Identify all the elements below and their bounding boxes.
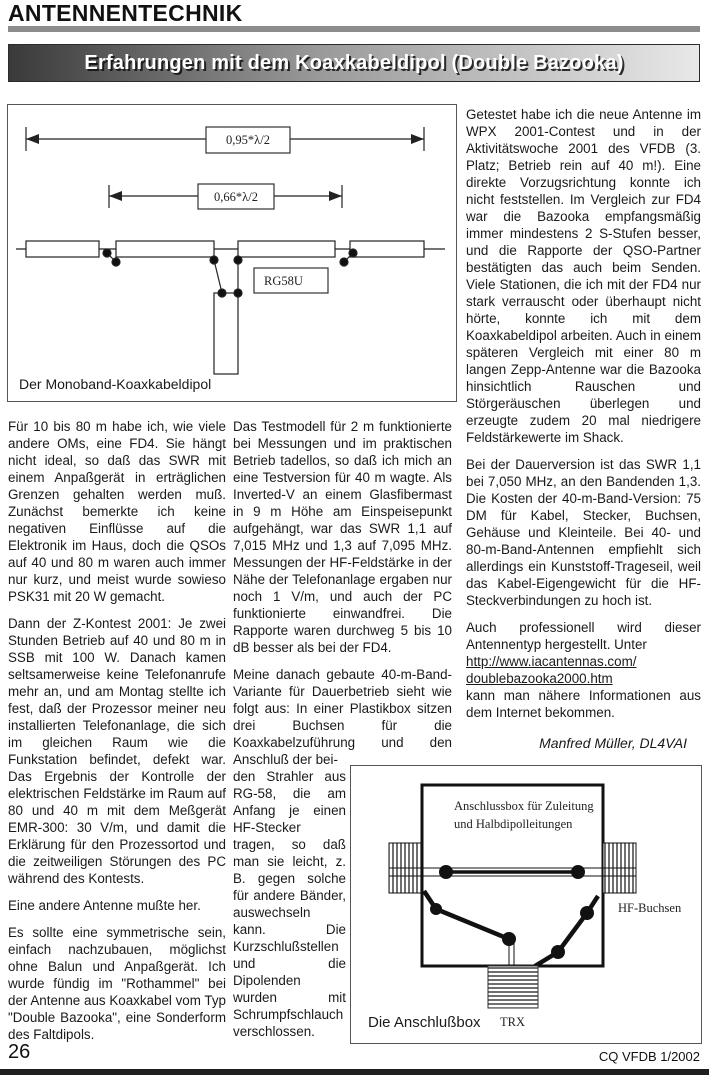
dipole-diagram-drawing xyxy=(8,105,456,401)
dipole-diagram-caption: Der Monoband-Koaxkabeldipol xyxy=(19,376,212,392)
short-circuit-joint xyxy=(103,249,111,257)
connection-box-caption: Die Anschlußbox xyxy=(368,1014,481,1031)
paragraph: Dann der Z-Kontest 2001: Je zwei Stunden Betrieb auf 40 und 80 m in SSB mit 100 W. Danach kamen seltsamerweise keine Telefonanrufe mehr an, und am Montag stellte ich fest, daß der Prozessor meiner neu installierten Telefonanlage, die sich im gleichen Raum wie die Funkstation befindet, defekt war. Das Ergebnis der Kontrolle der elektrischen Feldstärke im Raum auf 80 und 40 m mit dem Meßgerät EMR-300: 30 V/m, und damit die Erklärung für den Prozessortod und die zeitweiligen Störungen des PC während des Kontests. xyxy=(8,616,226,886)
article-title: Erfahrungen mit dem Koaxkabeldipol (Double Bazooka) xyxy=(84,51,624,74)
url-line-1[interactable]: http://www.iacantennas.com/ xyxy=(466,654,637,669)
box-label-line2: und Halbdipolleitungen xyxy=(454,817,573,831)
inner-dimension-label: 0,66*λ/2 xyxy=(214,190,258,204)
box-label-line1: Anschlussbox für Zuleitung xyxy=(454,799,594,813)
page-number: 26 xyxy=(8,1041,31,1063)
paragraph-wrapped-around-figure: den Strahler aus RG-58, die am Anfang je einen HF-Stecker tragen, so daß man sie leicht, z. B. gegen solche für andere Bänder, auswechseln kann. Die Kurzschlußstellen und die Dipolenden wurden mit Schrumpfschlauch verschlossen. xyxy=(233,769,346,1039)
text-column-3 xyxy=(466,106,701,752)
article-url xyxy=(466,653,701,687)
paragraph: Es sollte eine symmetrische sein, einfach nachzubauen, möglichst ohne Balun und Anpaßgerät. Ich wurde fündig im "Rothammel" bei der Antenne aus Koaxkabel vom Typ "Double Bazooka", eine Sonderform des Faltdipols. xyxy=(8,925,226,1042)
connection-box-drawing xyxy=(351,766,701,1043)
url-line-2[interactable]: doublebazooka2000.htm xyxy=(466,671,613,686)
dipole-diagram xyxy=(7,104,457,402)
inner-dimension-arrow xyxy=(109,184,342,209)
feed-joint xyxy=(234,256,242,264)
feed-joint xyxy=(218,289,226,297)
paragraph: kann man nähere Informationen aus dem Internet bekommen. xyxy=(466,688,701,720)
short-circuit-joint xyxy=(349,249,357,257)
outer-dimension-label: 0,95*λ/2 xyxy=(226,133,270,147)
bottom-rule xyxy=(0,1069,709,1075)
paragraph: Bei der Dauerversion ist das SWR 1,1 bei 7,050 MHz, an den Bandenden 1,3. Die Kosten der 40-m-Band-Version: 75 DM für Kabel, Stecker, Buchsen, Gehäuse und Kleinteile. Bei 40- und 80-m-Band-Antennen empfiehlt sich allerdings ein Kunststoff-Trageseil, weil das Kabel-Eigengewicht für die HF-Steckverbindungen zu hoch ist. xyxy=(466,457,701,608)
header-rule xyxy=(8,26,700,32)
paragraph: Meine danach gebaute 40-m-Band-Variante für Dauerbetrieb sieht wie folgt aus: In einer Plastikbox sitzen drei Buchsen für die Koaxkabelzuführung und den Anschluß der bei- xyxy=(233,667,452,767)
short-circuit-joint xyxy=(340,258,348,266)
feedline xyxy=(210,256,242,374)
solder-joint xyxy=(580,906,594,920)
paragraph: Für 10 bis 80 m habe ich, wie viele andere OMs, eine FD4. Sie hängt nicht ideal, so daß das SWR mit einem Anpaßgerät in erträglichen Grenzen gehalten werden muß. Zunächst bemerkte ich keine negativen Einflüsse auf die Elektronik im Haus, doch die QSOs auf 40 und 80 m waren auch immer nur kurz, und meist wurde sowieso PSK31 mit 20 W gemacht. xyxy=(8,419,226,604)
trx-connector xyxy=(488,966,538,1029)
feed-joint xyxy=(210,256,218,264)
trx-label: TRX xyxy=(500,1015,525,1029)
text-column-1 xyxy=(8,418,226,1053)
solder-joint xyxy=(439,865,453,879)
solder-joint xyxy=(430,903,442,915)
antenna-elements xyxy=(16,241,445,266)
section-title: ANTENNENTECHNIK xyxy=(8,0,243,26)
solder-joint xyxy=(571,865,585,879)
page-footer xyxy=(8,1038,700,1064)
paragraph: Getestet habe ich die neue Antenne im WPX 2001-Contest und in der Aktivitätswoche 2001 des VFDB (3. Platz; Betrieb rein auf 40 m!). Eine direkte Vorzugsrichtung konnte ich nicht feststellen. Im Vergleich zur FD4 war die Bazooka empfangsmäßig immer mindestens 2 S-Stufen besser, und die Rapporte der QSO-Partner bestätigten das auch beim Senden. Viele Stationen, die ich mit der FD4 nur stark verrauscht oder überhaupt nicht hörte, konnte ich mit dem Koaxkabeldipol arbeiten. Auch in einem späteren Vergleich mit einer 80 m langen Zepp-Antenne war die Bazooka hinsichtlich Rauschen und Störgeräuschen überlegen und erzeugte zudem 20 mal niedrigere Feldstärkewerte im Shack. xyxy=(466,107,701,445)
paragraph: Das Testmodell für 2 m funktionierte bei Messungen und im praktischen Betrieb tadellos, so daß ich mich an eine Testversion für 40 m wagte. Als Inverted-V an einem Glasfibermast in 9 m Höhe am Einspeisepunkt aufgehängt, war das SWR 1,1 auf 7,015 MHz und 1,3 auf 7,095 MHz. Messungen der HF-Feldstärke in der Nähe der Telefonanlage ergaben nur noch 1 V/m, und auch der PC funktionierte einwandfrei. Die Rapporte waren durchweg 5 bis 10 dB besser als bei der FD4. xyxy=(233,419,452,655)
paragraph: Eine andere Antenne mußte her. xyxy=(8,898,201,913)
connection-box-diagram xyxy=(350,765,702,1044)
solder-joint xyxy=(551,945,565,959)
article-title-banner xyxy=(8,44,700,82)
outer-dimension-arrow xyxy=(26,127,424,153)
short-circuit-joint xyxy=(112,258,120,266)
paragraph: Auch professionell wird dieser Antennentyp hergestellt. Unter xyxy=(466,620,701,652)
journal-reference: CQ VFDB 1/2002 xyxy=(598,1049,700,1064)
author-byline: Manfred Müller, DL4VAI xyxy=(539,735,687,751)
hf-sockets-label: HF-Buchsen xyxy=(618,901,682,915)
cable-type-callout xyxy=(254,268,328,293)
feed-joint xyxy=(234,289,242,297)
cable-type-label: RG58U xyxy=(264,274,303,288)
